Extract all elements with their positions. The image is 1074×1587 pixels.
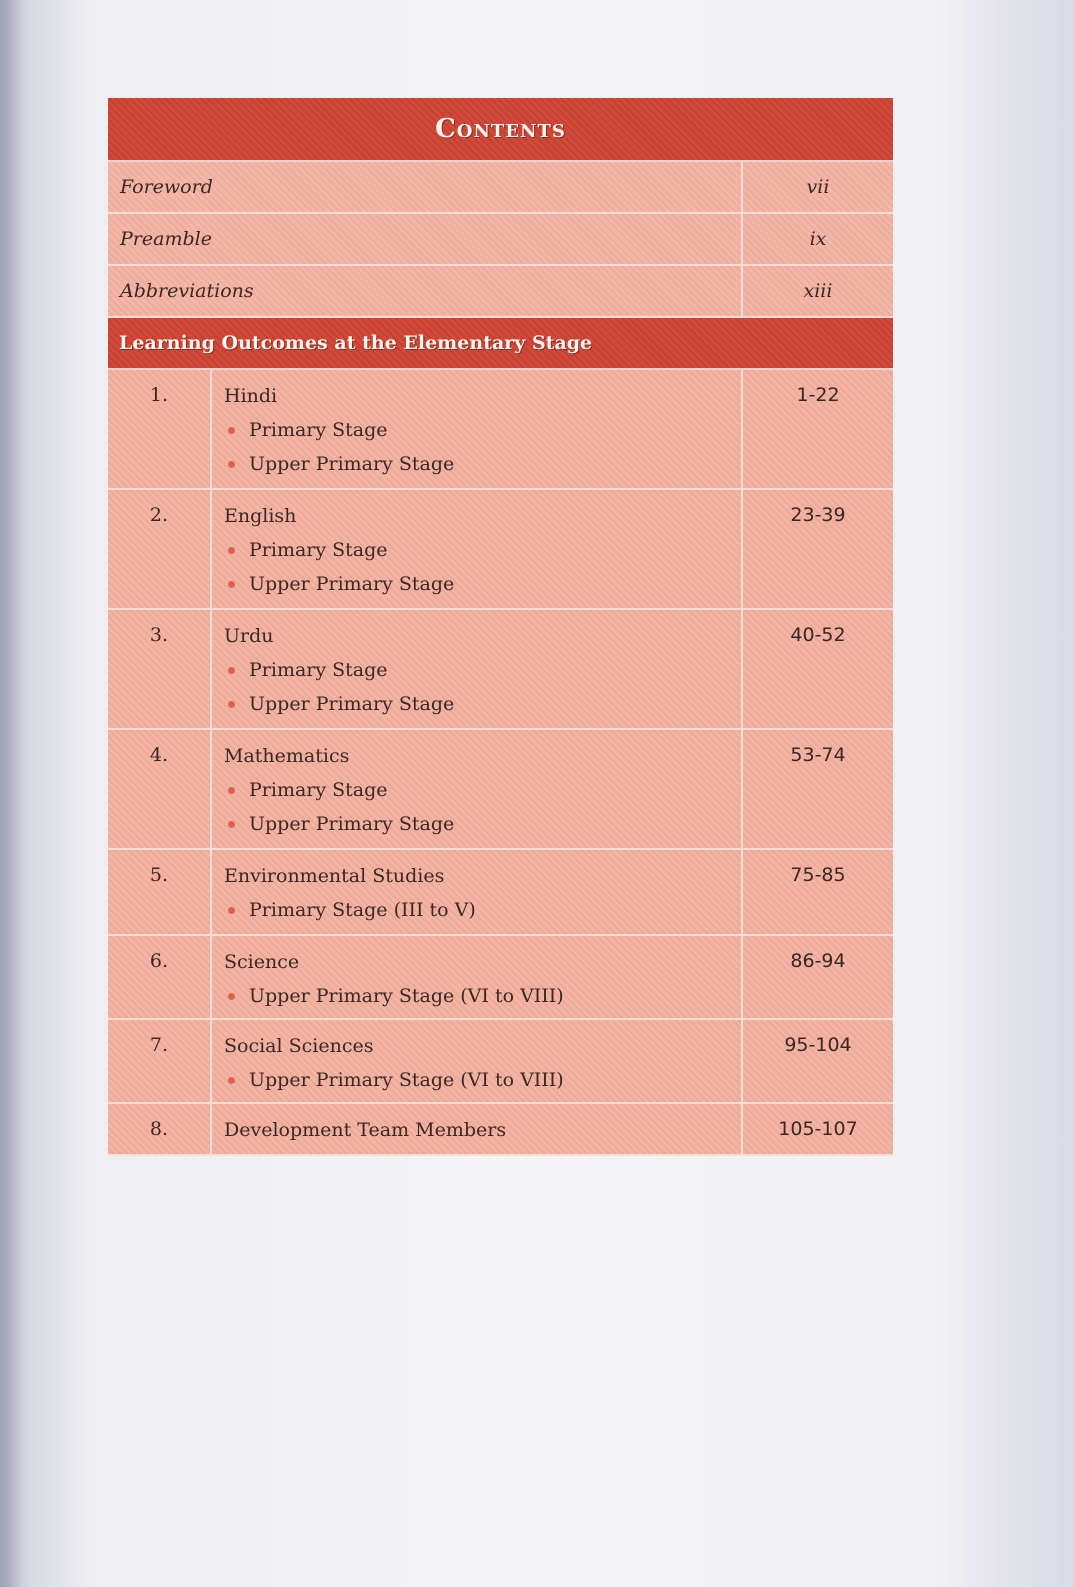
entry-body — [212, 936, 743, 1018]
entry-subject: Environmental Studies — [224, 865, 445, 887]
bullet-icon — [228, 547, 235, 554]
entry-subject: Science — [224, 951, 300, 973]
toc-entry-row[interactable] — [108, 850, 893, 936]
entry-subject: Development Team Members — [224, 1119, 507, 1141]
section-heading-band — [108, 318, 893, 370]
bullet-icon — [228, 787, 235, 794]
contents-title: Contents — [435, 114, 566, 144]
entry-pages: 95-104 — [784, 1034, 852, 1056]
entry-sub-item — [224, 452, 729, 476]
entry-body — [212, 370, 743, 488]
entry-sub-item — [224, 812, 729, 836]
entry-sub-item — [224, 572, 729, 596]
contents-title-band — [108, 98, 893, 162]
front-matter-page: ix — [809, 228, 827, 250]
entry-pages: 40-52 — [790, 624, 846, 646]
entry-body — [212, 850, 743, 934]
toc-entry-row[interactable] — [108, 1104, 893, 1156]
entry-body — [212, 490, 743, 608]
entry-number: 6. — [108, 936, 212, 1018]
entry-sub-item — [224, 658, 729, 682]
bullet-icon — [228, 461, 235, 468]
toc-entry-row[interactable] — [108, 1020, 893, 1104]
entry-subject: English — [224, 505, 297, 527]
toc-entry-row[interactable] — [108, 610, 893, 730]
entry-number: 2. — [108, 490, 212, 608]
front-matter-page: xiii — [803, 280, 833, 302]
entry-sub-item-label: Upper Primary Stage — [249, 453, 455, 475]
entry-sub-item-label: Primary Stage — [249, 779, 388, 801]
entry-sub-item — [224, 898, 729, 922]
entry-sub-item-label: Upper Primary Stage (VI to VIII) — [249, 985, 564, 1007]
entry-sub-item — [224, 538, 729, 562]
entry-pages: 86-94 — [790, 950, 846, 972]
toc-entry-row[interactable] — [108, 936, 893, 1020]
front-matter-row[interactable] — [108, 162, 893, 214]
entry-number: 1. — [108, 370, 212, 488]
entry-sub-item-label: Upper Primary Stage — [249, 813, 455, 835]
entry-sub-item-label: Primary Stage — [249, 539, 388, 561]
bullet-icon — [228, 821, 235, 828]
entry-body — [212, 730, 743, 848]
section-heading: Learning Outcomes at the Elementary Stage — [119, 332, 593, 354]
bullet-icon — [228, 1077, 235, 1084]
entry-pages: 105-107 — [778, 1118, 858, 1140]
entry-sub-item-label: Upper Primary Stage (VI to VIII) — [249, 1069, 564, 1091]
entry-pages: 23-39 — [790, 504, 846, 526]
entry-number: 3. — [108, 610, 212, 728]
front-matter-page: vii — [806, 176, 830, 198]
entry-subject: Mathematics — [224, 745, 350, 767]
front-matter-label: Abbreviations — [120, 280, 254, 302]
toc-entry-row[interactable] — [108, 370, 893, 490]
contents-table — [108, 98, 893, 1156]
bullet-icon — [228, 427, 235, 434]
entry-body — [212, 1104, 743, 1154]
entry-number: 7. — [108, 1020, 212, 1102]
entry-number: 4. — [108, 730, 212, 848]
entry-sub-item-label: Upper Primary Stage — [249, 573, 455, 595]
bullet-icon — [228, 907, 235, 914]
toc-entry-row[interactable] — [108, 730, 893, 850]
front-matter-row[interactable] — [108, 266, 893, 318]
entry-body — [212, 610, 743, 728]
bullet-icon — [228, 581, 235, 588]
entry-sub-item — [224, 418, 729, 442]
entry-sub-item — [224, 778, 729, 802]
entry-sub-item — [224, 1068, 729, 1092]
entry-subject: Urdu — [224, 625, 274, 647]
entry-sub-item-label: Primary Stage (III to V) — [249, 899, 476, 921]
bullet-icon — [228, 993, 235, 1000]
page-edge-shadow — [0, 0, 22, 1587]
entry-sub-item-label: Primary Stage — [249, 419, 388, 441]
entry-sub-item-label: Primary Stage — [249, 659, 388, 681]
toc-entry-row[interactable] — [108, 490, 893, 610]
entry-pages: 1-22 — [796, 384, 840, 406]
front-matter-label: Preamble — [120, 228, 212, 250]
entry-sub-item-label: Upper Primary Stage — [249, 693, 455, 715]
front-matter-label: Foreword — [120, 176, 213, 198]
bullet-icon — [228, 667, 235, 674]
entry-sub-item — [224, 692, 729, 716]
entry-subject: Hindi — [224, 385, 278, 407]
bullet-icon — [228, 701, 235, 708]
entry-pages: 53-74 — [790, 744, 846, 766]
entry-subject: Social Sciences — [224, 1035, 374, 1057]
entries-list — [108, 370, 893, 1156]
entry-number: 8. — [108, 1104, 212, 1154]
entry-body — [212, 1020, 743, 1102]
entry-pages: 75-85 — [790, 864, 846, 886]
entry-number: 5. — [108, 850, 212, 934]
entry-sub-item — [224, 984, 729, 1008]
front-matter-row[interactable] — [108, 214, 893, 266]
